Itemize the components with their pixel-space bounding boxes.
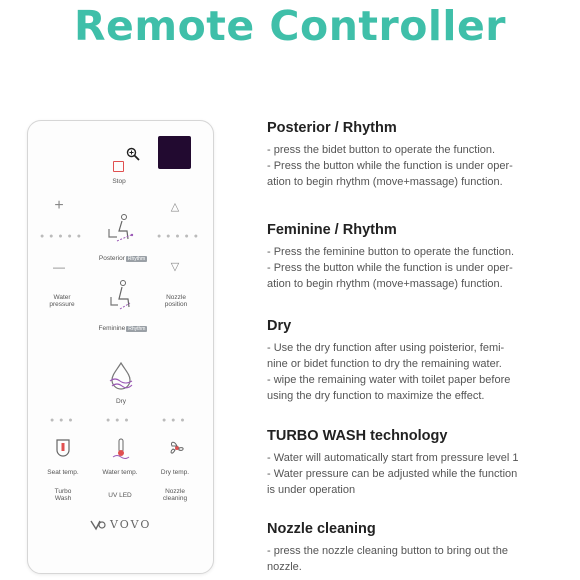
section-heading: Feminine / Rhythm <box>267 222 397 238</box>
nozzle-cleaning-button[interactable]: Nozzle cleaning <box>162 488 188 503</box>
seat-temp-label: Seat temp. <box>47 469 79 476</box>
dry-temp-dots: ● ● ● <box>162 417 187 424</box>
nozzle-up-button[interactable]: △ <box>170 201 180 213</box>
section-heading: TURBO WASH technology <box>267 428 448 444</box>
position-level-dots: ● ● ● ● ● <box>157 233 200 240</box>
section-heading: Nozzle cleaning <box>267 521 376 537</box>
water-temp-icon[interactable] <box>112 438 130 460</box>
remote-controller <box>27 120 214 574</box>
section-feminine <box>267 222 572 292</box>
section-posterior <box>267 120 572 190</box>
water-temp-label: Water temp. <box>102 469 138 476</box>
feminine-label: Feminine <box>98 325 126 332</box>
section-body: - Water will automatically start from pressure level 1 - Water pressure can be adjusted while the function is under operation <box>267 452 519 496</box>
section-turbo-wash <box>267 428 572 498</box>
section-dry <box>267 318 572 404</box>
section-heading: Dry <box>267 318 292 334</box>
dry-temp-icon[interactable] <box>166 438 188 458</box>
rhythm-tag: Rhythm <box>127 256 146 262</box>
nozzle-down-button[interactable]: ▽ <box>170 261 180 273</box>
brand-name: VOVO <box>110 518 152 531</box>
rhythm-tag: Rhythm <box>128 326 146 332</box>
dry-label: Dry <box>115 398 127 405</box>
turbo-wash-button[interactable]: Turbo Wash <box>54 488 72 503</box>
feminine-icon[interactable] <box>108 279 138 313</box>
section-body: - Use the dry function after using poisterior, femi- nine or bidet function to dry the remaining water. - wipe the remaining water with toilet paper before using the dry function to maximize the effect. <box>267 342 511 402</box>
plus-button[interactable]: + <box>54 197 64 214</box>
pressure-level-dots: ● ● ● ● ● <box>40 233 83 240</box>
seat-temp-icon[interactable] <box>54 438 72 458</box>
posterior-icon[interactable] <box>105 213 139 245</box>
section-body: - press the bidet button to operate the function. - Press the button while the function is under oper- ation to begin rhythm (move+massage) function. <box>267 144 513 188</box>
water-temp-dots: ● ● ● <box>106 417 131 424</box>
display-screen <box>158 136 191 169</box>
page-title: Remote Controller <box>73 2 506 50</box>
nozzle-position-label: Nozzle position <box>164 294 188 309</box>
dry-temp-label: Dry temp. <box>160 469 190 476</box>
seat-temp-dots: ● ● ● <box>50 417 75 424</box>
section-body: - press the nozzle cleaning button to bring out the nozzle. <box>267 545 508 573</box>
brand-logo-icon <box>90 519 106 531</box>
water-pressure-label: Water pressure <box>49 294 75 309</box>
minus-button[interactable]: — <box>53 260 65 274</box>
posterior-label: Posterior <box>98 255 125 262</box>
zoom-icon[interactable] <box>126 147 140 161</box>
dry-icon[interactable] <box>106 361 136 391</box>
section-nozzle-cleaning <box>267 521 572 575</box>
section-body: - Press the feminine button to operate the function. - Press the button while the function is under oper- ation to begin rhythm (move+massage) function. <box>267 246 515 290</box>
stop-button[interactable] <box>113 161 124 172</box>
uv-led-button[interactable]: UV LED <box>108 492 132 499</box>
feminine-button[interactable] <box>83 325 163 333</box>
section-heading: Posterior / Rhythm <box>267 120 397 136</box>
posterior-button[interactable] <box>83 255 163 263</box>
stop-label: Stop <box>112 178 126 185</box>
